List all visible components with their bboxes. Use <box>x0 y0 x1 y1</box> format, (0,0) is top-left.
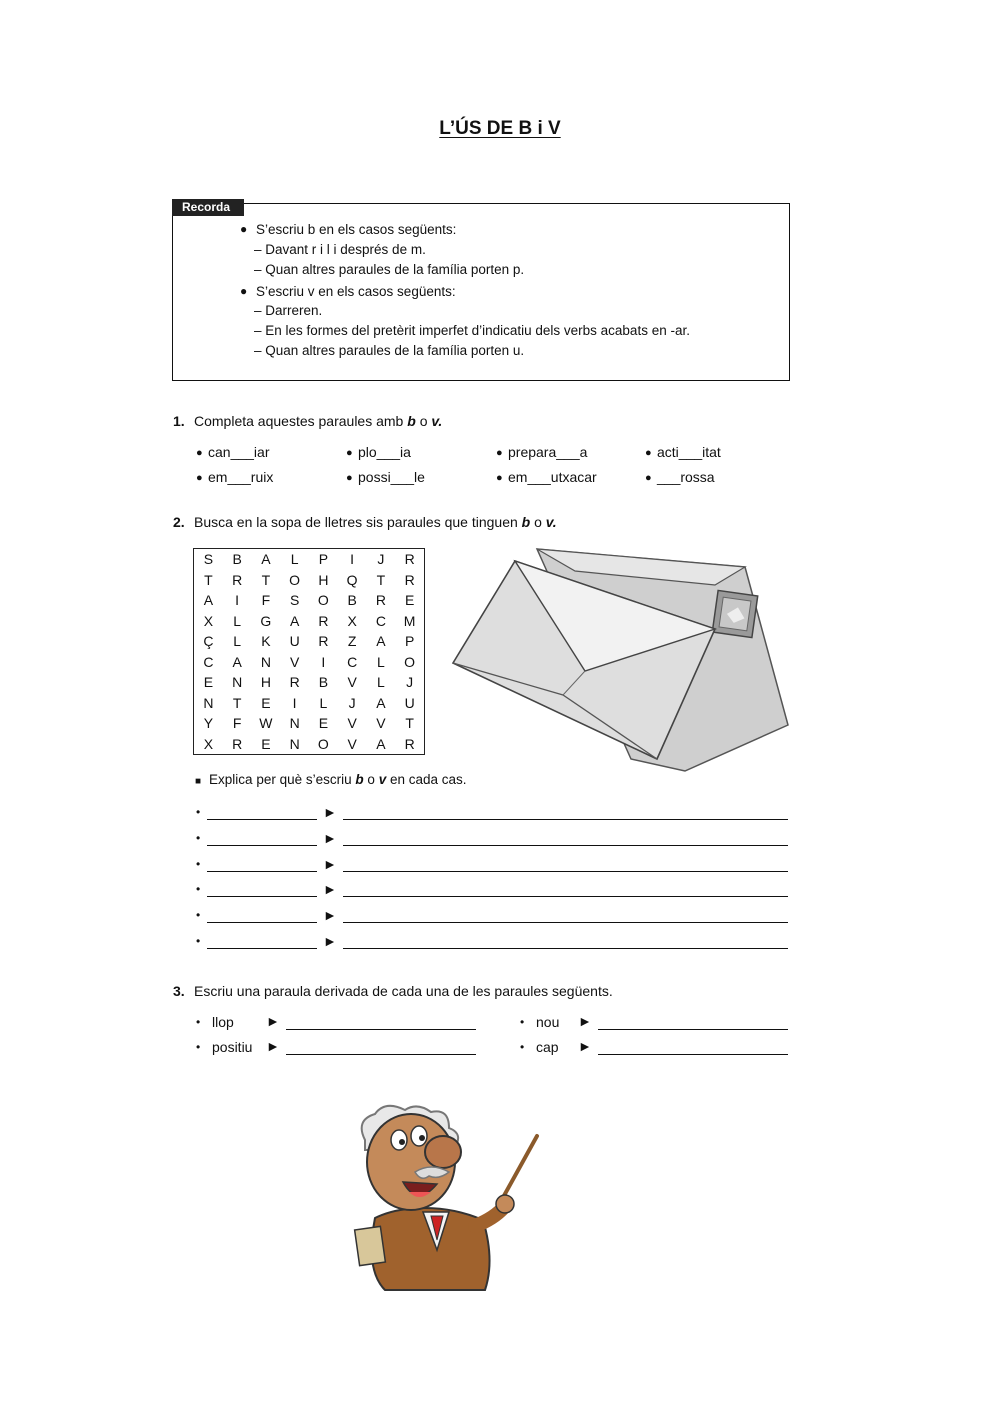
answer-line[interactable] <box>598 1029 788 1030</box>
grid-letter[interactable]: R <box>404 551 415 567</box>
grid-letter[interactable]: V <box>347 735 357 752</box>
grid-letter[interactable]: B <box>318 674 329 690</box>
ex3-word-llop: llop <box>212 1014 234 1030</box>
b-rule-heading: S’escriu b en els casos següents: <box>256 222 457 237</box>
bullet: • <box>520 1015 525 1029</box>
exercise1-number: 1. <box>173 413 185 429</box>
grid-letter[interactable]: M <box>403 612 416 629</box>
grid-letter[interactable]: U <box>404 694 415 711</box>
grid-letter[interactable]: A <box>203 592 214 608</box>
bullet: • <box>196 1015 201 1029</box>
ex3-word-positiu: positiu <box>212 1039 253 1055</box>
grid-letter[interactable]: A <box>376 633 386 649</box>
grid-letter[interactable]: Q <box>346 571 358 588</box>
grid-letter[interactable]: V <box>376 715 386 731</box>
grid-letter[interactable]: C <box>375 612 386 629</box>
grid-letter[interactable]: C <box>203 653 214 670</box>
arrow-icon: ► <box>323 907 337 924</box>
grid-letter[interactable]: N <box>232 674 243 690</box>
grid-letter[interactable]: R <box>318 612 329 629</box>
v-rule-item: – Quan altres paraules de la família porten u. <box>254 343 525 358</box>
exercise1-instruction: Completa aquestes paraules amb b o v. <box>194 413 443 429</box>
bullet: • <box>196 805 201 819</box>
arrow-icon: ► <box>323 804 337 820</box>
recorda-label: Recorda <box>172 199 244 216</box>
ex3-word-cap: cap <box>536 1039 559 1055</box>
professor-icon <box>345 1100 545 1295</box>
grid-letter[interactable]: P <box>404 633 415 649</box>
arrow-icon: ► <box>323 829 337 846</box>
ex1-word[interactable]: ● em___utxacar <box>496 469 597 485</box>
grid-letter[interactable]: H <box>260 674 271 690</box>
grid-letter[interactable]: T <box>405 715 414 731</box>
envelope-icon <box>445 545 793 777</box>
ex1-word[interactable]: ● possi___le <box>346 469 425 485</box>
exercise2-number: 2. <box>173 514 185 530</box>
grid-letter[interactable]: K <box>261 633 271 649</box>
grid-letter[interactable]: I <box>235 592 240 608</box>
grid-letter[interactable]: R <box>232 735 243 752</box>
grid-letter[interactable]: T <box>204 571 213 588</box>
grid-letter[interactable]: L <box>290 551 299 567</box>
word-answer-line[interactable] <box>207 871 317 872</box>
grid-letter[interactable]: N <box>203 694 214 711</box>
exercise3-number: 3. <box>173 983 185 999</box>
grid-letter[interactable]: R <box>232 571 243 588</box>
grid-letter[interactable]: L <box>233 612 242 629</box>
page-title: L’ÚS DE B i V <box>439 118 561 139</box>
grid-letter[interactable]: B <box>347 592 357 608</box>
grid-letter[interactable]: R <box>404 571 415 588</box>
grid-letter[interactable]: Ç <box>203 633 214 649</box>
word-answer-line[interactable] <box>207 896 317 897</box>
arrow-icon: ► <box>266 1013 280 1029</box>
grid-letter[interactable]: Y <box>203 715 214 731</box>
grid-letter[interactable]: G <box>260 612 272 629</box>
bullet: • <box>196 882 201 897</box>
bullet: • <box>196 1040 201 1054</box>
grid-letter[interactable]: R <box>404 735 415 752</box>
grid-letter[interactable]: O <box>289 571 301 588</box>
reason-answer-line[interactable] <box>343 896 788 897</box>
grid-letter[interactable]: V <box>347 674 357 690</box>
bullet: • <box>196 908 201 923</box>
grid-letter[interactable]: R <box>318 633 329 649</box>
grid-letter[interactable]: A <box>232 653 242 670</box>
v-rule-heading: S’escriu v en els casos següents: <box>256 284 456 299</box>
grid-letter[interactable]: L <box>319 694 328 711</box>
arrow-icon: ► <box>266 1038 280 1054</box>
answer-line[interactable] <box>286 1054 476 1055</box>
grid-letter[interactable]: T <box>232 694 242 711</box>
word-answer-line[interactable] <box>207 819 317 820</box>
grid-letter[interactable]: J <box>377 551 385 567</box>
ex3-word-nou: nou <box>536 1014 560 1030</box>
grid-letter[interactable]: T <box>261 571 271 588</box>
explain-instruction: ■ Explica per què s’escriu b o v en cada cas. <box>195 772 467 787</box>
v-rule-item: – Darreren. <box>254 303 323 318</box>
grid-letter[interactable]: W <box>259 715 273 731</box>
b-rule-item: – Quan altres paraules de la família porten p. <box>254 262 525 277</box>
reason-answer-line[interactable] <box>343 922 788 923</box>
grid-letter[interactable]: R <box>375 592 386 608</box>
word-answer-line[interactable] <box>207 922 317 923</box>
ex1-word[interactable]: ● prepara___a <box>496 444 588 460</box>
arrow-icon: ► <box>578 1013 592 1029</box>
grid-letter[interactable]: N <box>289 735 300 752</box>
bullet: • <box>196 830 201 845</box>
exercise3-instruction: Escriu una paraula derivada de cada una de les paraules següents. <box>194 983 613 999</box>
grid-letter[interactable]: E <box>261 735 271 752</box>
grid-letter[interactable]: A <box>261 551 271 567</box>
word-answer-line[interactable] <box>207 948 317 949</box>
grid-letter[interactable]: B <box>232 551 242 567</box>
grid-letter[interactable]: R <box>289 674 300 690</box>
word-search-grid[interactable] <box>193 548 425 755</box>
grid-letter[interactable]: X <box>347 612 357 629</box>
grid-letter[interactable]: S <box>289 592 300 608</box>
grid-letter[interactable]: A <box>376 694 386 711</box>
grid-letter[interactable]: A <box>289 612 300 629</box>
reason-answer-line[interactable] <box>343 948 788 949</box>
ex1-word[interactable]: ● em___ruix <box>196 469 274 485</box>
grid-letter[interactable]: Z <box>347 633 357 649</box>
grid-letter[interactable]: A <box>376 735 386 752</box>
grid-letter[interactable]: X <box>203 612 214 629</box>
reason-answer-line[interactable] <box>343 871 788 872</box>
grid-letter[interactable]: I <box>321 653 326 670</box>
exercise2-instruction: Busca en la sopa de lletres sis paraules que tinguen b o v. <box>194 514 557 530</box>
ex1-word[interactable]: ● acti___itat <box>645 444 721 460</box>
grid-letter[interactable]: F <box>232 715 242 731</box>
arrow-icon: ► <box>323 881 337 898</box>
grid-letter[interactable]: H <box>318 571 329 588</box>
bullet: • <box>520 1040 525 1054</box>
reason-answer-line[interactable] <box>343 819 788 820</box>
grid-letter[interactable]: J <box>406 674 414 690</box>
grid-letter[interactable]: E <box>318 715 329 731</box>
grid-letter[interactable]: V <box>289 653 300 670</box>
grid-letter[interactable]: E <box>404 592 415 608</box>
answer-line[interactable] <box>598 1054 788 1055</box>
grid-letter[interactable]: I <box>292 694 297 711</box>
bullet: • <box>196 856 201 871</box>
answer-line[interactable] <box>286 1029 476 1030</box>
arrow-icon: ► <box>323 933 337 949</box>
grid-letter[interactable]: O <box>404 653 416 670</box>
grid-letter[interactable]: S <box>203 551 214 567</box>
ex1-word[interactable]: ● ___rossa <box>645 469 715 485</box>
arrow-icon: ► <box>323 855 337 872</box>
grid-letter[interactable]: L <box>376 653 385 670</box>
grid-letter[interactable]: T <box>376 571 386 588</box>
grid-letter[interactable]: X <box>203 735 214 752</box>
ex1-word[interactable]: ● plo___ia <box>346 444 411 460</box>
grid-letter[interactable]: I <box>350 551 355 567</box>
grid-letter[interactable]: E <box>203 674 214 690</box>
grid-letter[interactable]: U <box>289 633 300 649</box>
b-rule-item: – Davant r i l i després de m. <box>254 242 426 257</box>
grid-letter[interactable]: F <box>261 592 271 608</box>
grid-letter[interactable]: N <box>260 653 271 670</box>
grid-letter[interactable]: P <box>318 551 329 567</box>
ex1-word[interactable]: ● can___iar <box>196 444 270 460</box>
grid-letter[interactable]: N <box>289 715 300 731</box>
grid-letter[interactable]: V <box>347 715 357 731</box>
rule-bullet: ● <box>240 222 248 236</box>
grid-letter[interactable]: C <box>347 653 358 670</box>
reason-answer-line[interactable] <box>343 845 788 846</box>
grid-letter[interactable]: O <box>317 592 329 608</box>
grid-letter[interactable]: L <box>233 633 242 649</box>
v-rule-item: – En les formes del pretèrit imperfet d’indicatiu dels verbs acabats en -ar. <box>254 323 690 338</box>
grid-letter[interactable]: J <box>348 694 356 711</box>
rule-bullet: ● <box>240 284 248 298</box>
arrow-icon: ► <box>578 1038 592 1054</box>
bullet: • <box>196 934 201 948</box>
grid-letter[interactable]: O <box>317 735 329 752</box>
word-answer-line[interactable] <box>207 845 317 846</box>
grid-letter[interactable]: E <box>261 694 271 711</box>
grid-letter[interactable]: L <box>376 674 385 690</box>
